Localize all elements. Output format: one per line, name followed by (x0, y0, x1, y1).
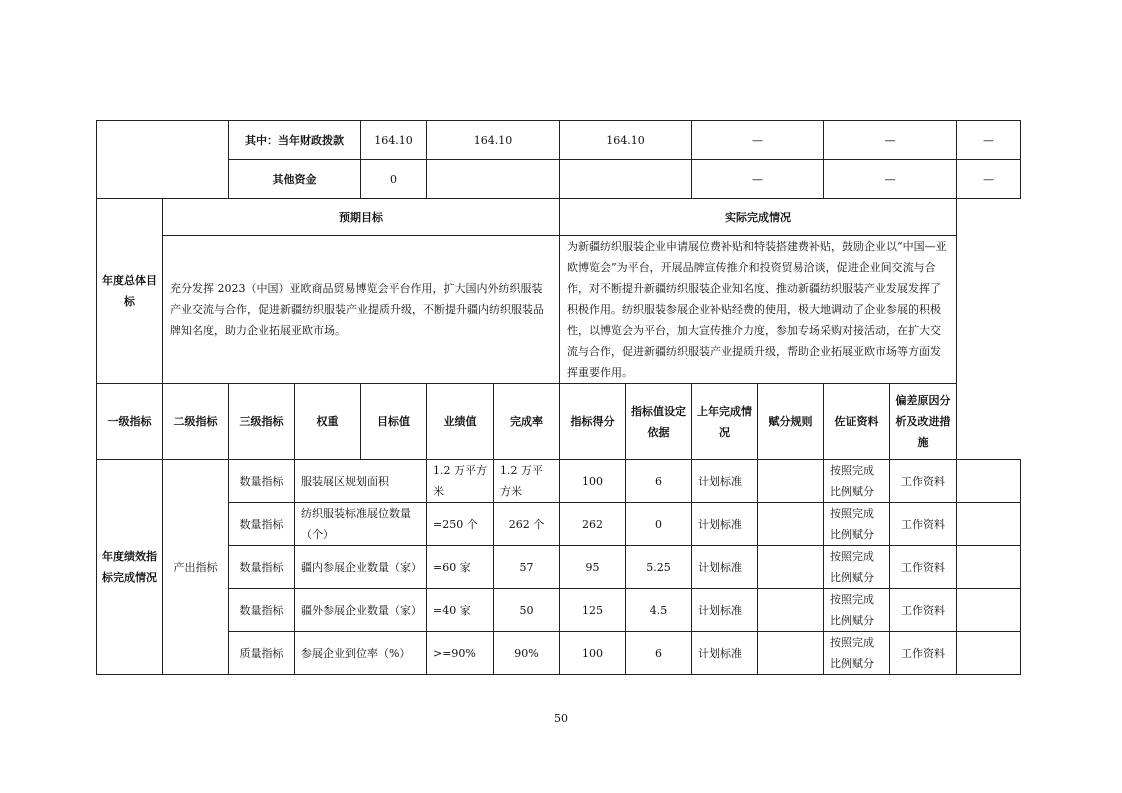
row-rate: 100 (560, 632, 626, 675)
row-last-year (758, 460, 824, 503)
row-target: >=90% (427, 632, 494, 675)
row-last-year (758, 503, 824, 546)
row-basis: 计划标准 (692, 503, 758, 546)
other-adjusted (427, 160, 560, 199)
fiscal-funding-row (97, 121, 1021, 160)
row-last-year (758, 589, 824, 632)
row-rule: 按照完成比例赋分 (824, 503, 890, 546)
row-rule: 按照完成比例赋分 (824, 632, 890, 675)
row-level3: 纺织服装标准展位数量（个） (295, 503, 427, 546)
row-actual: 262 个 (494, 503, 560, 546)
performance-table (96, 120, 1021, 675)
row-level3: 疆外参展企业数量（家） (295, 589, 427, 632)
other-label: 其他资金 (229, 160, 361, 199)
table-row (97, 460, 1021, 503)
row-score: 0 (626, 503, 692, 546)
row-deviation (957, 546, 1021, 589)
fiscal-dash-1: — (692, 121, 824, 160)
goal-header-row (97, 199, 1021, 236)
header-actual: 业绩值 (427, 384, 494, 460)
row-basis: 计划标准 (692, 546, 758, 589)
row-deviation (957, 460, 1021, 503)
row-level2: 数量指标 (229, 503, 295, 546)
expected-goal-text: 充分发挥 2023（中国）亚欧商品贸易博览会平台作用，扩大国内外纺织服装产业交流与合作，促进新疆纺织服装产业提质升级，不断提升疆内纺织服装品牌知名度，助力企业拓展亚欧市场。 (163, 236, 560, 384)
page-number: 50 (554, 712, 568, 725)
row-target: 1.2 万平方米 (427, 460, 494, 503)
row-deviation (957, 632, 1021, 675)
table-row (97, 589, 1021, 632)
other-dash-3: — (957, 160, 1021, 199)
row-actual: 90% (494, 632, 560, 675)
fiscal-adjusted: 164.10 (427, 121, 560, 160)
header-proof: 佐证资料 (824, 384, 890, 460)
fiscal-dash-2: — (824, 121, 957, 160)
actual-completion-header: 实际完成情况 (560, 199, 957, 236)
row-level2: 数量指标 (229, 460, 295, 503)
other-dash-1: — (692, 160, 824, 199)
table-row (97, 503, 1021, 546)
row-last-year (758, 632, 824, 675)
row-target: =40 家 (427, 589, 494, 632)
row-rate: 95 (560, 546, 626, 589)
fiscal-budget: 164.10 (361, 121, 427, 160)
fiscal-executed: 164.10 (560, 121, 692, 160)
row-target: =250 个 (427, 503, 494, 546)
row-level3: 疆内参展企业数量（家） (295, 546, 427, 589)
empty-cell (97, 121, 229, 199)
goal-text-row (97, 236, 1021, 384)
row-rule: 按照完成比例赋分 (824, 460, 890, 503)
other-budget: 0 (361, 160, 427, 199)
row-proof: 工作资料 (890, 589, 957, 632)
table-row (97, 632, 1021, 675)
indicator-header-row (97, 384, 1021, 460)
row-rule: 按照完成比例赋分 (824, 546, 890, 589)
expected-goal-header: 预期目标 (163, 199, 560, 236)
row-deviation (957, 503, 1021, 546)
row-proof: 工作资料 (890, 632, 957, 675)
header-rule: 赋分规则 (758, 384, 824, 460)
row-rate: 100 (560, 460, 626, 503)
header-level1: 一级指标 (97, 384, 163, 460)
row-score: 6 (626, 460, 692, 503)
perf-label: 年度绩效指标完成情况 (97, 460, 163, 675)
row-proof: 工作资料 (890, 460, 957, 503)
row-actual: 50 (494, 589, 560, 632)
row-proof: 工作资料 (890, 503, 957, 546)
row-rate: 262 (560, 503, 626, 546)
actual-completion-text: 为新疆纺织服装企业申请展位费补贴和特装搭建费补贴，鼓励企业以“中国—亚欧博览会”为平台，开展品牌宣传推介和投资贸易洽谈，促进企业间交流与合作，对不断提升新疆纺织服装企业知名度、推动新疆纺织服装产业发展发挥了积极作用。纺织服装参展企业补贴经费的使用，极大地调动了企业参展的积极性，以博览会为平台，加大宣传推介力度，参加专场采购对接活动，在扩大交流与合作，促进新疆纺织服装产业提质升级，帮助企业拓展亚欧市场等方面发挥重要作用。 (560, 236, 957, 384)
row-actual: 1.2 万平方米 (494, 460, 560, 503)
row-level3: 服装展区规划面积 (295, 460, 427, 503)
row-target: =60 家 (427, 546, 494, 589)
row-basis: 计划标准 (692, 589, 758, 632)
header-basis: 指标值设定依据 (626, 384, 692, 460)
other-executed (560, 160, 692, 199)
row-last-year (758, 546, 824, 589)
header-level3: 三级指标 (229, 384, 295, 460)
row-rule: 按照完成比例赋分 (824, 589, 890, 632)
fiscal-dash-3: — (957, 121, 1021, 160)
row-basis: 计划标准 (692, 632, 758, 675)
row-level2: 数量指标 (229, 589, 295, 632)
row-proof: 工作资料 (890, 546, 957, 589)
table-row (97, 546, 1021, 589)
row-actual: 57 (494, 546, 560, 589)
header-score: 指标得分 (560, 384, 626, 460)
row-score: 6 (626, 632, 692, 675)
row-level3: 参展企业到位率（%） (295, 632, 427, 675)
row-basis: 计划标准 (692, 460, 758, 503)
row-level2: 数量指标 (229, 546, 295, 589)
header-rate: 完成率 (494, 384, 560, 460)
header-target: 目标值 (361, 384, 427, 460)
other-funding-row (97, 160, 1021, 199)
header-level2: 二级指标 (163, 384, 229, 460)
header-last-year: 上年完成情况 (692, 384, 758, 460)
row-level2: 质量指标 (229, 632, 295, 675)
header-deviation: 偏差原因分析及改进措施 (890, 384, 957, 460)
fiscal-label: 其中：当年财政拨款 (229, 121, 361, 160)
perf-level1: 产出指标 (163, 460, 229, 675)
row-score: 5.25 (626, 546, 692, 589)
annual-goal-label: 年度总体目标 (97, 199, 163, 384)
header-weight: 权重 (295, 384, 361, 460)
row-rate: 125 (560, 589, 626, 632)
row-deviation (957, 589, 1021, 632)
other-dash-2: — (824, 160, 957, 199)
row-score: 4.5 (626, 589, 692, 632)
